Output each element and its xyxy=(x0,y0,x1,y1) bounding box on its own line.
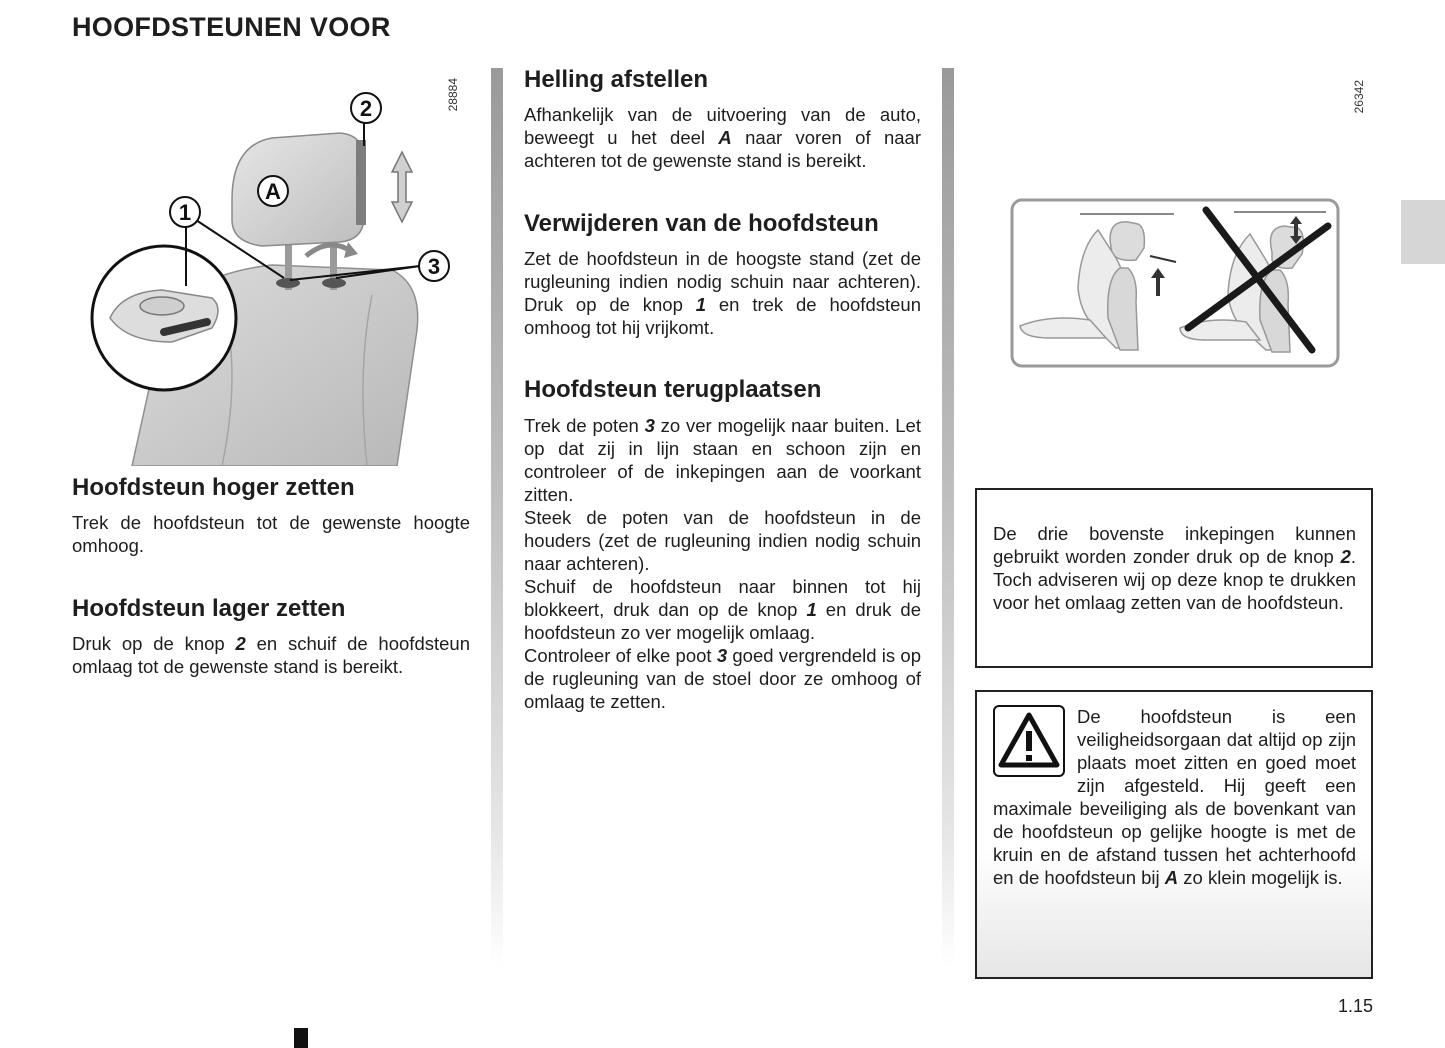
heading-verwijderen: Verwijderen van de hoofdsteun xyxy=(524,210,879,237)
terugplaatsen-p4: Controleer of elke poot 3 goed vergrendeld is op de rugleuning van de stoel door ze omhoog of omlaag te zetten. xyxy=(524,645,921,712)
column-divider-1 xyxy=(491,68,503,968)
text-hoger: Trek de hoofdsteun tot de gewenste hoogte omhoog. xyxy=(72,512,470,556)
warning-box xyxy=(975,690,1373,979)
column-divider-2 xyxy=(942,68,954,968)
note-text: De drie bovenste inkepingen kunnen gebruikt worden zonder druk op de knop 2. Toch adviseren wij op deze knop te drukken voor het omlaag zetten van de hoofdsteun. xyxy=(993,523,1356,613)
heading-terugplaatsen: Hoofdsteun terugplaatsen xyxy=(524,376,822,403)
heading-helling: Helling afstellen xyxy=(524,66,709,93)
page-marker xyxy=(294,1028,308,1048)
text-terugplaatsen xyxy=(524,414,921,713)
warning-icon xyxy=(993,705,1065,777)
heading-hoger: Hoofdsteun hoger zetten xyxy=(72,474,355,501)
text-verwijderen: Zet de hoofdsteun in de hoogste stand (zet de rugleuning indien nodig schuin naar achteren). Druk op de knop 1 en trek de hoofdsteun omhoog tot hij vrijkomt. xyxy=(524,248,921,338)
note-box xyxy=(975,488,1373,668)
text-helling: Afhankelijk van de uitvoering van de auto, beweegt u het deel A naar voren of naar achteren tot de gewenste stand is bereikt. xyxy=(524,104,921,171)
heading-lager: Hoofdsteun lager zetten xyxy=(72,595,346,622)
terugplaatsen-p2: Steek de poten van de hoofdsteun in de houders (zet de rugleuning indien nodig schuin naar achteren). xyxy=(524,507,921,574)
page-number: 1.15 xyxy=(1337,996,1373,1016)
section-tab xyxy=(1401,200,1445,264)
callout-a: A xyxy=(265,179,281,204)
headrest xyxy=(232,133,364,246)
terugplaatsen-p3: Schuif de hoofdsteun naar binnen tot hij blokkeert, druk dan op de knop 1 en druk de hoofdsteun zo ver mogelijk omlaag. xyxy=(524,576,921,643)
warning-text: De hoofdsteun is een veiligheidsorgaan dat altijd op zijn plaats moet zitten en goed moet zijn afgesteld. Hij geeft een maximale beveiliging als de bovenkant van de hoofdsteun op gelijke hoogte is met de kruin en de afstand tussen het achterhoofd en de hoofdsteun bij A zo klein mogelijk is. xyxy=(993,706,1356,888)
terugplaatsen-p1: Trek de poten 3 zo ver mogelijk naar buiten. Let op dat zij in lijn staan en schoon zijn en controleer of de inkepingen aan de voorkant zitten. xyxy=(524,415,921,505)
callout-1: 1 xyxy=(178,200,192,225)
page-title: HOOFDSTEUNEN VOOR xyxy=(72,12,391,42)
figure-ref-right: 26342 xyxy=(1352,80,1366,114)
callout-3: 3 xyxy=(427,254,441,279)
position-figure xyxy=(1010,198,1340,370)
headrest-figure xyxy=(72,70,472,466)
figure-ref-left: 28884 xyxy=(446,78,460,112)
text-lager: Druk op de knop 2 en schuif de hoofdsteun omlaag tot de gewenste stand is bereikt. xyxy=(72,633,470,677)
callout-2: 2 xyxy=(359,96,373,121)
